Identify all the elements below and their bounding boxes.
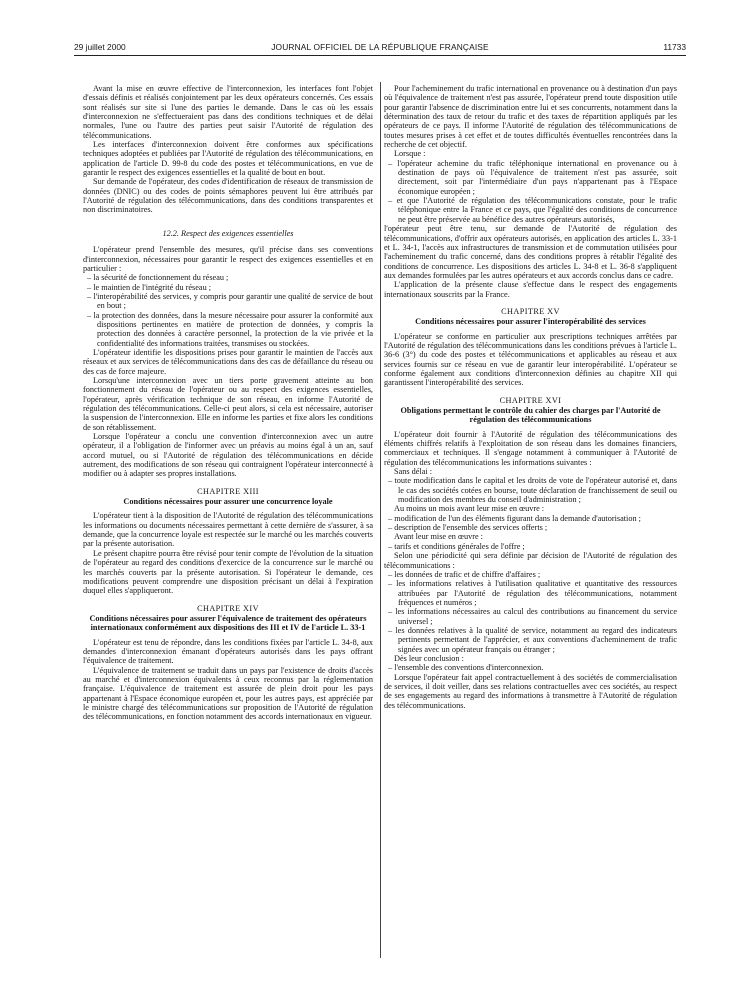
- list-item: – la sécurité de fonctionnement du réseau ;: [83, 273, 373, 282]
- before-launch-list: [384, 542, 677, 551]
- periodic-info-list: [384, 570, 677, 654]
- header-date: 29 juillet 2000: [74, 42, 126, 52]
- chapter-heading-xvi: CHAPITRE XVI: [499, 395, 562, 405]
- paragraph: Sans délai :: [394, 467, 433, 477]
- paragraph: Sur demande de l'opérateur, des codes d'identification de réseaux de transmission de données (DNIC) ou des codes de points sémaphores peuvent lui être attribués par l'Autorité de régulation des télécommunications, dans des conditions transparentes et non discriminatoires.: [83, 177, 373, 215]
- paragraph: L'opérateur est tenu de répondre, dans les conditions fixées par l'article L. 34-8, aux demandes d'interconnexion émanant d'opérateurs autorisés dans les pays offrant l'équivalence de traitement.: [83, 637, 373, 666]
- chapter-title-xiii: Conditions nécessaires pour assurer une concurrence loyale: [123, 497, 333, 507]
- paragraph: Lorsqu'une interconnexion avec un tiers porte gravement atteinte au bon fonctionnement du réseau de l'opérateur ou au respect des exigences essentielles, l'opérateur, après vérification technique de son réseau, en informe l'Autorité de régulation des télécommunications. Celle-ci peut alors, si cela est nécessaire, autoriser la suspension de l'interconnexion. Elle en informe les parties et fixe alors les conditions de son rétablissement.: [83, 375, 373, 432]
- paragraph: L'opérateur doit fournir à l'Autorité de régulation des télécommunications des éléments chiffrés relatifs à l'exploitation de son réseau dans les domaines financiers, commerciaux et techniques. Il s'engage notamment à communiquer à l'Autorité de régulation des télécommunications les informations suivantes :: [384, 429, 677, 467]
- chapter-heading-xiii: CHAPITRE XIII: [197, 486, 259, 496]
- list-item: – l'ensemble des conventions d'interconnexion.: [384, 663, 677, 672]
- list-item: – les informations nécessaires au calcul des contributions au financement du service universel ;: [384, 607, 677, 626]
- paragraph: L'équivalence de traitement se traduit dans un pays par l'existence de droits d'accès au marché et d'interconnexion équivalents à ceux reconnus par la réglementation française. L'équivalence de traitement est assurée de plein droit pour les pays appartenant à l'Espace économique européen et, pour les autres pays, est appréciée par le ministre chargé des télécommunications sur proposition de l'Autorité de régulation des télécommunications, en fonction notamment des accords internationaux en vigueur.: [83, 665, 373, 722]
- paragraph: L'opérateur tient à la disposition de l'Autorité de régulation des télécommunications les informations ou documents nécessaires permettant à cette dernière de s'assurer, à sa demande, que la concurrence loyale est respectée sur le marché ou les marchés couverts par la présente autorisation.: [83, 511, 373, 549]
- list-item: – et que l'Autorité de régulation des télécommunications constate, pour le trafic téléphonique entre la France et ce pays, que l'égalité des conditions de concurrence ne peut être préservée au bénéfice des autres opérateurs autorisés,: [384, 196, 677, 224]
- paragraph: L'opérateur se conforme en particulier aux prescriptions techniques arrêtées par l'Autorité de régulation des télécommunications dans les conditions prévues à l'article L. 36-6 (3°) du code des postes et télécommunications et applicables au réseau et aux services fournis sur ce réseau en vue de garantir leur interopérabilité. L'opérateur se conforme également aux conditions d'interconnexion définies au chapitre XII qui garantissent l'interopérabilité des services.: [384, 331, 677, 388]
- list-item: – le maintien de l'intégrité du réseau ;: [83, 283, 373, 292]
- conclusion-info-list: [384, 663, 677, 672]
- list-item: – l'opérateur achemine du trafic téléphonique international en provenance ou à destination de pays où l'équivalence de traitement n'est pas assurée, soit directement, soit par l'intermédiaire d'un pays n'appartenant pas à l'Espace économique européen ;: [384, 159, 677, 196]
- paragraph: Avant la mise en œuvre effective de l'interconnexion, les interfaces font l'objet d'essais définis et réalisés conjointement par les deux opérateurs concernés. Ces essais sont réalisés sur site si l'une des parties le demande. Dans le cas où les essais d'interconnexion ne s'effectueraient pas dans des conditions techniques et de délai normales, l'une ou l'autre des parties peut saisir l'Autorité de régulation des télécommunications.: [83, 84, 373, 140]
- chapter-heading-xv: CHAPITRE XV: [501, 306, 560, 316]
- paragraph: Au moins un mois avant leur mise en œuvre :: [394, 504, 545, 514]
- chapter-title-xvi: Obligations permettant le contrôle du cahier des charges par l'Autorité de régulation des télécommunications: [400, 406, 661, 425]
- paragraph: Dès leur conclusion :: [394, 653, 464, 663]
- paragraph: Lorsque l'opérateur fait appel contractuellement à des sociétés de commercialisation de services, il doit veiller, dans ses relations contractuelles avec ces sociétés, au respect de ses engagements au regard des informations à transmettre à l'Autorité de régulation des télécommunications.: [384, 672, 677, 710]
- page-header: [74, 42, 686, 56]
- paragraph: Les interfaces d'interconnexion doivent être conformes aux spécifications techniques adoptées et publiées par l'Autorité de régulation des télécommunications, en application de l'article D. 99-8 du code des postes et télécommunications, en vue de garantir le respect des exigences essentielles et la qualité de bout en bout.: [83, 140, 373, 178]
- paragraph: Le présent chapitre pourra être révisé pour tenir compte de l'évolution de la situation de l'opérateur au regard des conditions d'exercice de la concurrence sur le marché ou les marchés couverts par la présente autorisation. Si l'opérateur le demande, ces modifications peuvent comprendre une disposition précisant un délai à l'expiration duquel elles s'appliqueront.: [83, 548, 373, 596]
- paragraph: Selon une périodicité qui sera définie par décision de l'Autorité de régulation des télécommunications :: [384, 551, 677, 570]
- list-item: – les informations relatives à l'utilisation qualitative et quantitative des ressources attribuées par l'Autorité de régulation des télécommunications, notamment fréquences et numéros ;: [384, 579, 677, 607]
- right-column: [384, 84, 677, 710]
- list-item: – modification de l'un des éléments figurant dans la demande d'autorisation ;: [384, 514, 677, 523]
- immediate-info-list: [384, 476, 677, 504]
- list-item: – tarifs et conditions générales de l'offre ;: [384, 542, 677, 551]
- list-item: – la protection des données, dans la mesure nécessaire pour assurer la conformité aux dispositions pertinentes en matière de protection de données, y compris la protection des données à caractère personnel, la protection de la vie privée et la confidentialité des informations traitées, transmises ou stockées.: [83, 311, 373, 348]
- left-column: [83, 84, 373, 722]
- list-item: – les données de trafic et de chiffre d'affaires ;: [384, 570, 677, 579]
- column-divider: [380, 82, 381, 958]
- requirements-list: [83, 273, 373, 348]
- conditions-list: [384, 159, 677, 224]
- chapter-title-xiv: Conditions nécessaires pour assurer l'équivalence de traitement des opérateurs internationaux conformément aux dispositions des III et IV de l'article L. 33-1: [89, 613, 367, 633]
- chapter-title-xv: Conditions nécessaires pour assurer l'interopérabilité des services: [415, 317, 646, 327]
- header-rule: [74, 55, 686, 56]
- paragraph: L'opérateur prend l'ensemble des mesures, qu'il précise dans ses conventions d'interconnexion, nécessaires pour garantir le respect des exigences essentielles et en particulier :: [83, 245, 373, 273]
- paragraph: Lorsque :: [394, 149, 426, 159]
- list-item: – toute modification dans le capital et les droits de vote de l'opérateur autorisé et, dans le cas des sociétés cotées en bourse, toute déclaration de franchissement de seuil ou modification des membres du conseil d'administration ;: [384, 476, 677, 504]
- paragraph: Pour l'acheminement du trafic international en provenance ou à destination d'un pays où l'équivalence de traitement n'est pas assurée, l'opérateur prend toute disposition utile pour garantir l'absence de discrimination entre lui et ses concurrents, notamment dans la détermination des taux de retour du trafic et des taxes de répartition appliqués par les opérateurs de ce pays. Il informe l'Autorité de régulation des télécommunications de toutes mesures prises à cet effet et de toutes difficultés éventuelles rencontrées dans la recherche de cet objectif.: [384, 84, 677, 150]
- paragraph: l'opérateur peut être tenu, sur demande de l'Autorité de régulation des télécommunications, d'offrir aux opérateurs autorisés, en application des articles L. 33-1 et L. 34-1, l'accès aux infrastructures de transmission et de commutation utilisées pour l'acheminement du trafic concerné, dans des conditions propres à rétablir l'égalité des conditions de concurrence. Les dispositions des articles L. 34-8 et L. 36-8 s'appliquent aux demandes formulées par les autres opérateurs et aux accords conclus dans ce cadre.: [384, 224, 677, 280]
- header-page-number: 11733: [663, 42, 686, 52]
- paragraph: L'application de la présente clause s'effectue dans le respect des engagements internationaux souscrits par la France.: [384, 280, 677, 299]
- chapter-heading-xiv: CHAPITRE XIV: [197, 603, 259, 613]
- list-item: – description de l'ensemble des services offerts ;: [384, 523, 677, 532]
- paragraph: L'opérateur identifie les dispositions prises pour garantir le maintien de l'accès aux réseaux et aux services de télécommunications dans des cas de défaillance du réseau ou des cas de force majeure.: [83, 347, 373, 376]
- section-heading-12-2: 12.2. Respect des exigences essentielles: [162, 228, 294, 238]
- paragraph: Lorsque l'opérateur a conclu une convention d'interconnexion avec un autre opérateur, il a l'obligation de l'informer avec un préavis au moins égal à un an, sauf accord mutuel, ou si l'Autorité de régulation des télécommunications en décide autrement, des modifications de son réseau qui contraignent l'opérateur interconnecté à modifier ou à adapter ses propres installations.: [83, 432, 373, 479]
- list-item: – les données relatives à la qualité de service, notamment au regard des indicateurs pertinents permettant de l'apprécier, et aux conventions d'acheminement de trafic signées avec un opérateur français ou étranger ;: [384, 626, 677, 654]
- paragraph: Avant leur mise en œuvre :: [394, 532, 483, 542]
- list-item: – l'interopérabilité des services, y compris pour garantir une qualité de service de bout en bout ;: [83, 292, 373, 311]
- one-month-info-list: [384, 514, 677, 533]
- header-journal-title: JOURNAL OFFICIEL DE LA RÉPUBLIQUE FRANÇAISE: [271, 42, 489, 52]
